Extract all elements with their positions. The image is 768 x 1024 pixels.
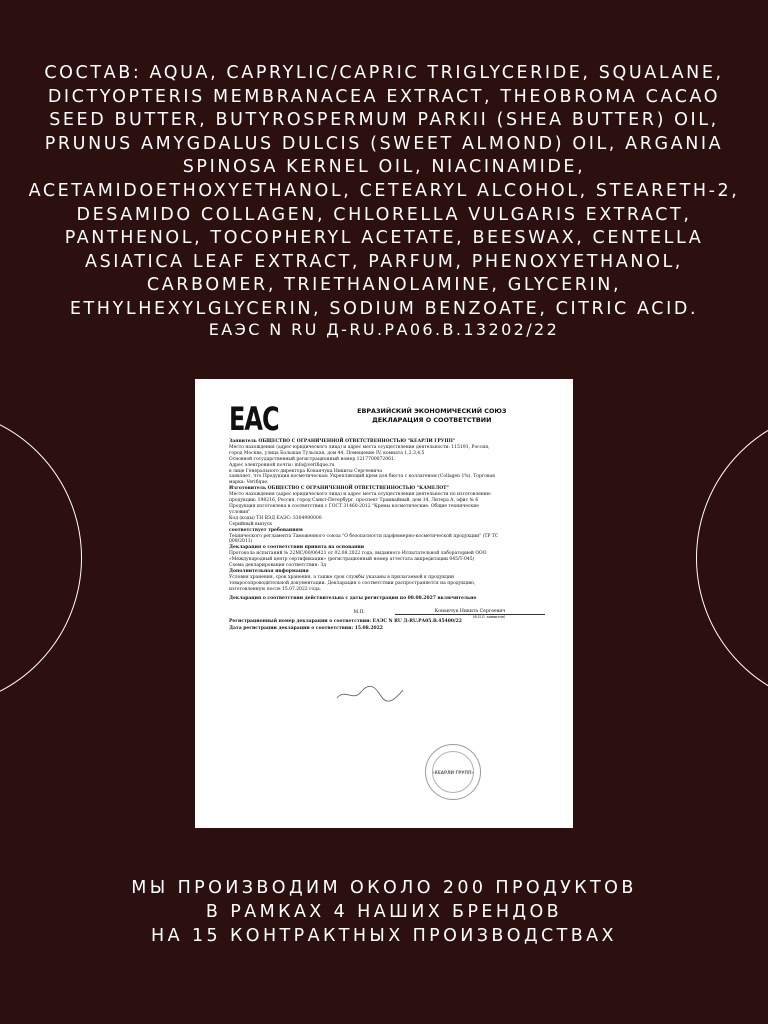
- decorative-circle-right: [696, 408, 768, 708]
- doc-line: товаросопроводительной документации. Декларация о соответствии распространяется на продукцию,: [229, 580, 476, 586]
- doc-line: в лице Генерального директора Конанчука Никиты Сергеевича: [229, 468, 383, 474]
- doc-line: 009/2011): [229, 539, 253, 545]
- seal-text: «КЕАРЛИ ГРУПП»: [431, 769, 475, 775]
- signer-caption: (Ф.И.О. заявителя): [473, 615, 505, 620]
- doc-line: Декларация о соответствии принята на основании: [229, 545, 365, 551]
- signer-name: Конанчук Никита Сергеевич: [395, 609, 545, 615]
- stamp-label: М.П.: [353, 610, 365, 616]
- doc-line: Дополнительная информация: [229, 568, 309, 574]
- document-header: [229, 400, 545, 439]
- doc-line: Место нахождения (адрес юридического лица) и адрес места осуществления деятельности: 115191, Россия,: [229, 444, 490, 450]
- doc-line: Протокола испытаний № 22МС/60/06421 от 02.08.2022 года, выданного Испытательной лабораторией ООО: [229, 551, 487, 557]
- footer-line-2: В РАМКАХ 4 НАШИХ БРЕНДОВ: [205, 902, 563, 922]
- doc-line: изготовленную после 15.07.2022 года.: [229, 586, 322, 592]
- doc-line: Место нахождения (адрес юридического лица) и адрес места осуществления деятельности по изготовлению: [229, 492, 491, 498]
- decorative-circle-left: [0, 408, 82, 708]
- document-titles: [319, 403, 545, 425]
- doc-line: Код (коды) ТН ВЭД ЕАЭС: 3304990000: [229, 515, 322, 521]
- declaration-document-image: [195, 379, 573, 828]
- registration-number: Регистрационный номер декларации о соответствии: ЕАЭС N RU Д-RU.РА05.В.45400/22: [229, 619, 462, 625]
- doc-line: заявляет, что Продукция косметическая: Укрепляющий крем для бюста с коллагеном (Collagen 1%). Торговая: [229, 474, 495, 480]
- footer-line-3: НА 15 КОНТРАКТНЫХ ПРОИЗВОДСТВАХ: [151, 926, 617, 946]
- signature-scribble-icon: [335, 684, 405, 704]
- registration-date: Дата регистрации декларации о соответствии: 15.08.2022: [229, 626, 383, 632]
- document-title-declaration: ДЕКЛАРАЦИЯ О СООТВЕТСТВИИ: [372, 416, 492, 424]
- doc-line: «Международный центр сертификации» (регистрационный номер аттестата аккредитации 045/Т-045): [229, 557, 475, 563]
- doc-line: соответствует требованиям: [229, 527, 303, 533]
- footer-text: [0, 876, 768, 948]
- ingredients-text: СОСТАВ: AQUA, CAPRYLIC/CAPRIC TRIGLYCERIDE, SQUALANE, DICTYOPTERIS MEMBRANACEA EXTRACT, THEOBROMA CACAO SEED BUTTER, BUTYROSPERMUM PARKII (SHEA BUTTER) OIL, PRUNUS AMYGDALUS DULCIS (SWEET ALMOND) OIL, ARGANIA SPINOSA KERNEL OIL, NIACINAMIDE, ACETAMIDOETHOXYETHANOL, CETEARYL ALCOHOL, STEARETH-2, DESAMIDO COLLAGEN, CHLORELLA VULGARIS EXTRACT, PANTHENOL, TOCOPHERYL ACETATE, BEESWAX, CENTELLA ASIATICA LEAF EXTRACT, PARFUM, PHENOXYETHANOL, CARBOMER, TRIETHANOLAMINE, GLYCERIN, ETHYLHEXYLGLYCERIN, SODIUM BENZOATE, CITRIC ACID.: [28, 63, 740, 319]
- footer-line-1: МЫ ПРОИЗВОДИМ ОКОЛО 200 ПРОДУКТОВ: [131, 878, 637, 898]
- doc-line: Условия хранения, срок хранения, а также срок службы указаны в прилагаемой к продукции: [229, 574, 454, 580]
- doc-line: продукции: 198216, Россия, город Санкт-Петербург, проспект Трамвайный, дом 14, Литера А, офис № 6: [229, 498, 479, 504]
- doc-line: марка: Verifique.: [229, 480, 269, 486]
- certificate-code: ЕАЭС N RU Д-RU.РА06.В.13202/22: [208, 320, 560, 339]
- doc-line: Основной государственный регистрационный номер 1217700072061.: [229, 456, 396, 462]
- document-body: [229, 439, 545, 632]
- doc-line: Заявитель ОБЩЕСТВО С ОГРАНИЧЕННОЙ ОТВЕТСТВЕННОСТЬЮ "КЕАРЛИ ГРУПП": [229, 439, 456, 444]
- eac-logo-icon: EAC: [229, 400, 279, 439]
- doc-line: Серийный выпуск: [229, 521, 273, 527]
- doc-line: город Москва, улица Большая Тульская, дом 44, Помещение IV, комната 1,2,3,4,5: [229, 450, 425, 456]
- doc-line: условия": [229, 509, 251, 515]
- doc-line: Декларация о соответствии действительна с даты регистрации по 08.08.2027 включительно: [229, 595, 477, 601]
- doc-line: Схема декларирования соответствия: 3д: [229, 563, 327, 569]
- company-seal-icon: [425, 744, 481, 800]
- doc-line: Технического регламента Таможенного союза "О безопасности парфюмерно-косметической продукции" (ТР ТС: [229, 533, 499, 539]
- document-title-union: ЕВРАЗИЙСКИЙ ЭКОНОМИЧЕСКИЙ СОЮЗ: [357, 407, 507, 415]
- doc-line: Адрес электронной почты: info@verifique.ru: [229, 462, 335, 468]
- doc-line: Продукция изготовлена в соответствии с ГОСТ 31460-2012 "Кремы косметические. Общие технические: [229, 503, 479, 509]
- doc-line: Изготовитель ОБЩЕСТВО С ОГРАНИЧЕННОЙ ОТВЕТСТВЕННОСТЬЮ "КАМЕЛОТ": [229, 486, 449, 492]
